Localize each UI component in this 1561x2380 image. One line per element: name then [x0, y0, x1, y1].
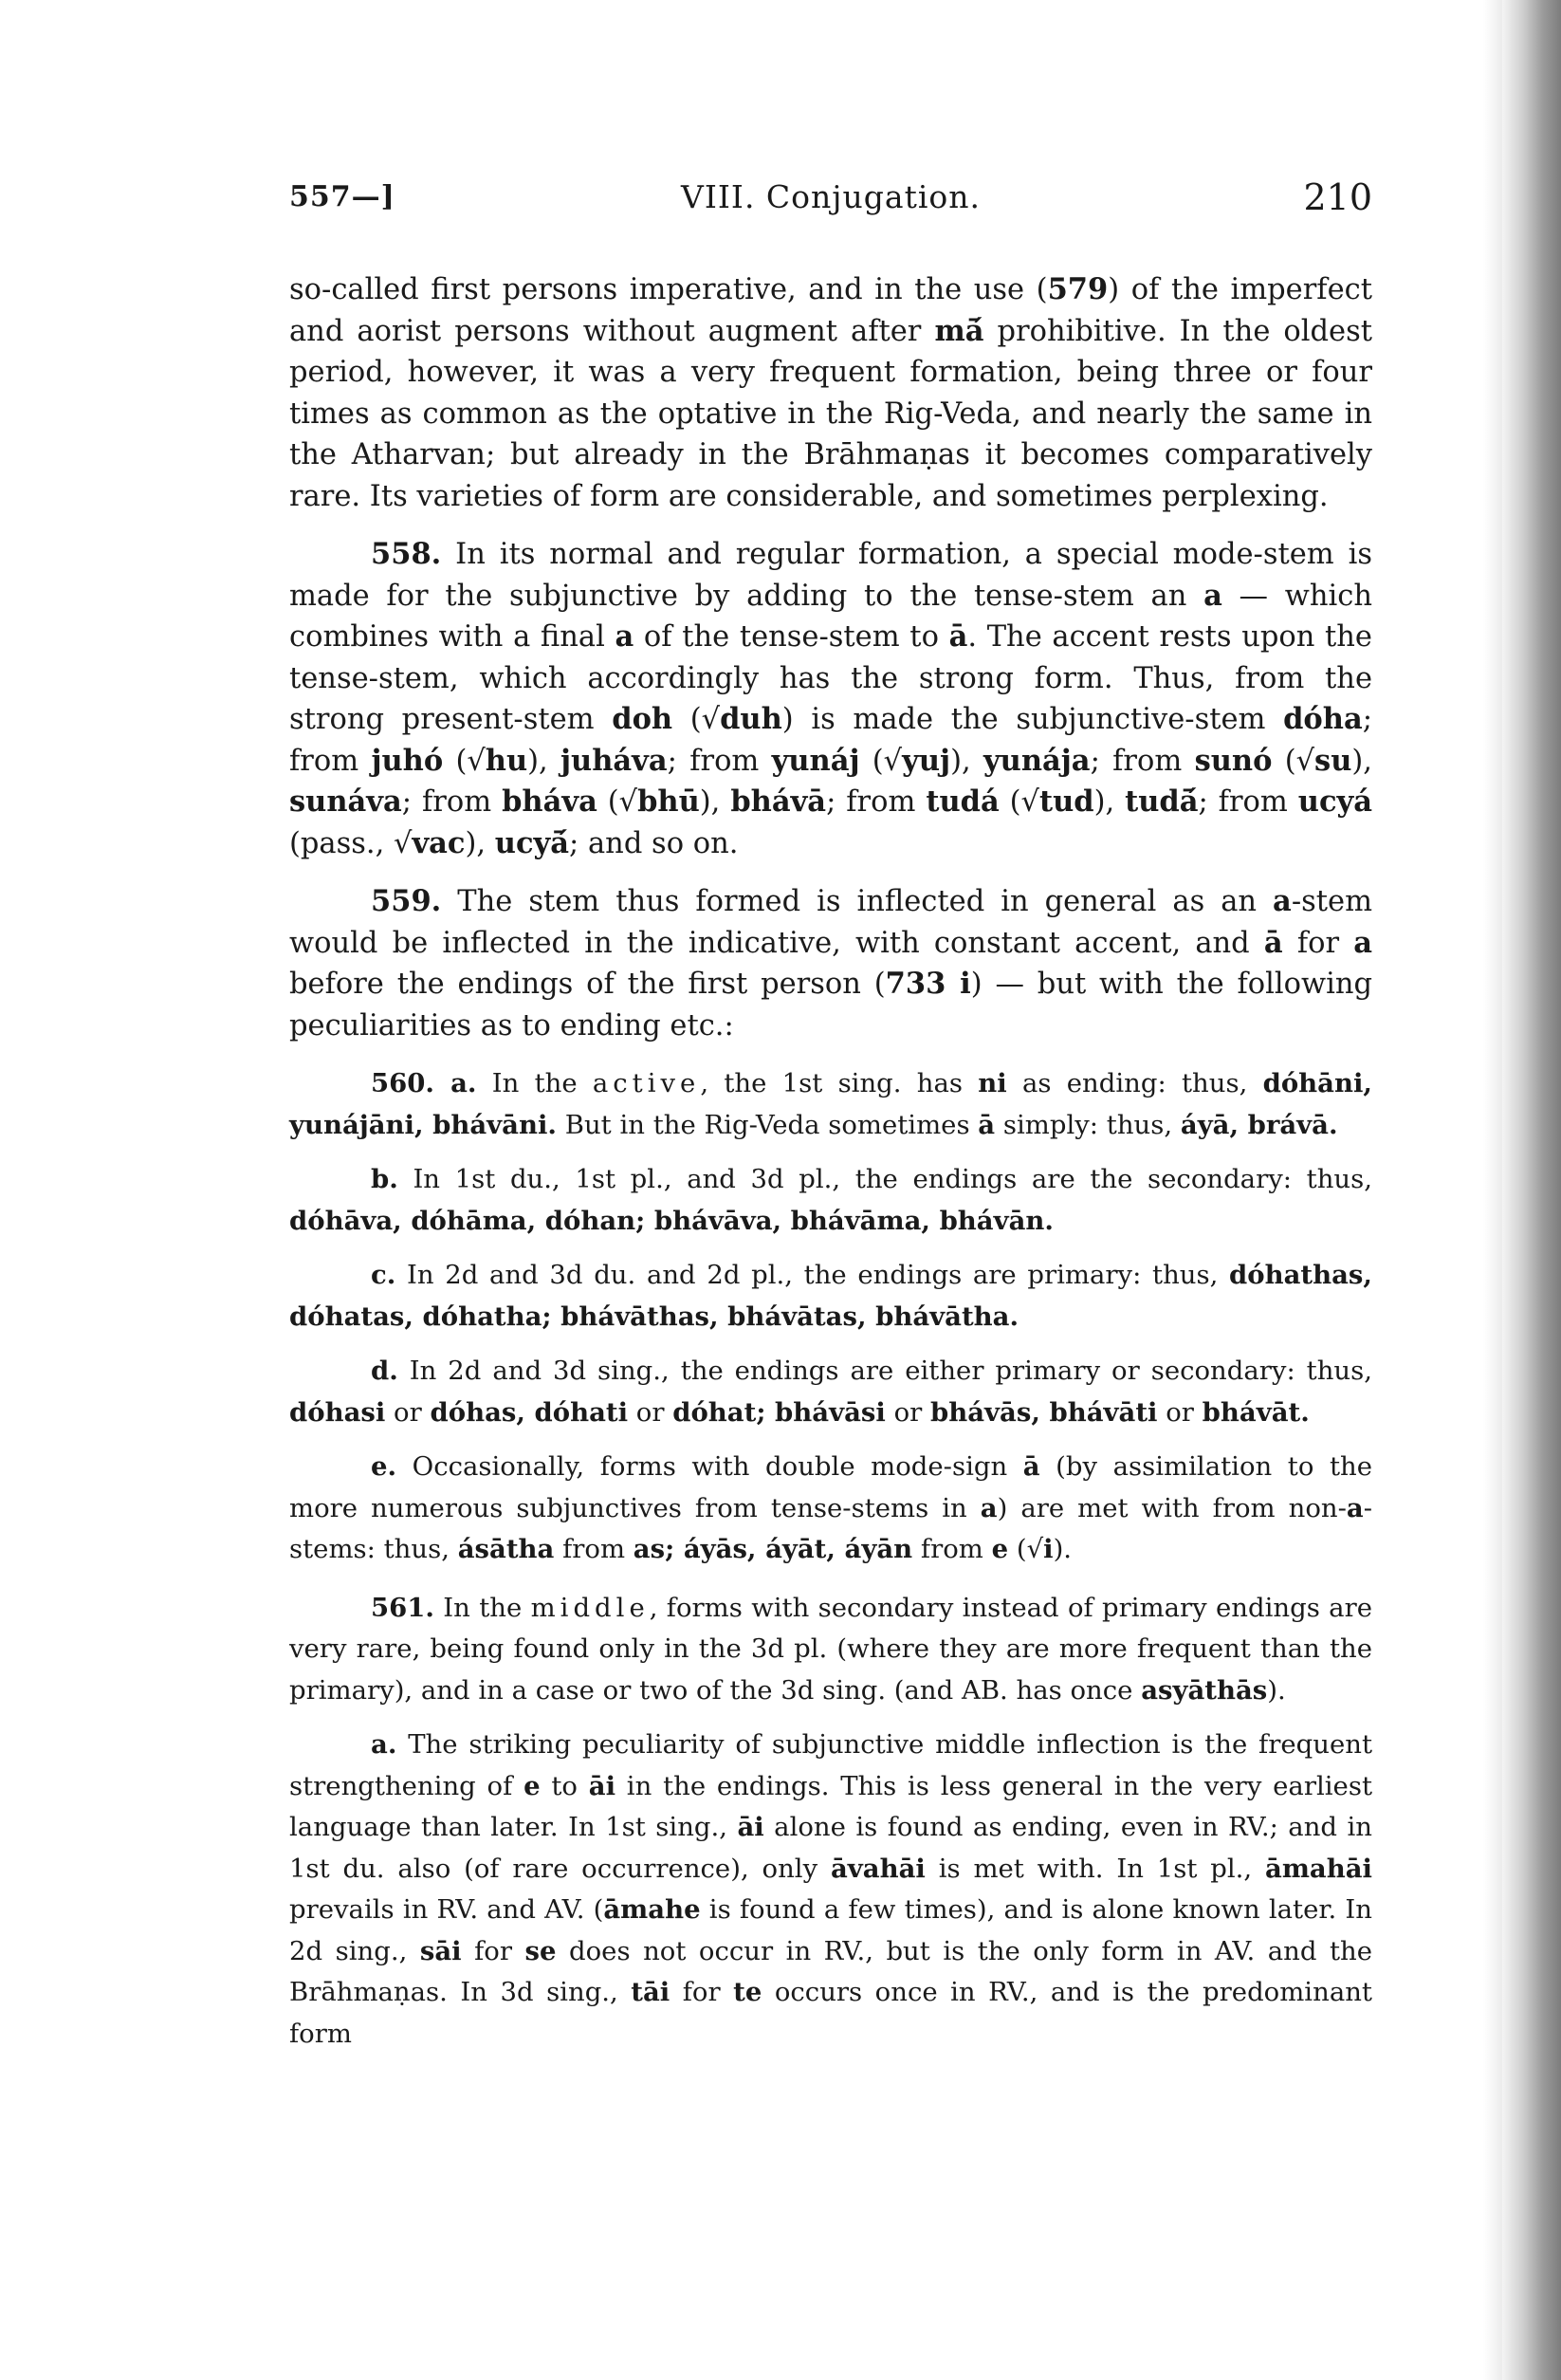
bold-term: tudā́	[1125, 784, 1199, 819]
text-run: (√	[859, 744, 903, 778]
chapter-title: VIII. Conjugation.	[681, 178, 981, 215]
text-run: in the endings. This is less general in the very earliest language than later. In 1st sing.,	[289, 1770, 1372, 1842]
text-run: (√	[597, 785, 638, 819]
bold-term: i	[1043, 1534, 1054, 1564]
text-run: ; from	[667, 744, 772, 778]
text-run: (√	[1008, 1534, 1044, 1564]
text-run: before the endings of the first person (	[289, 968, 886, 1001]
bold-term: juhó	[371, 743, 444, 778]
text-run: (by assimilation to the more numerous subjunctives from tense-stems in	[289, 1451, 1372, 1523]
bold-term: 733 i	[885, 967, 971, 1001]
bold-term: dóhat; bhávāsi	[672, 1396, 886, 1428]
text-run: ; from	[401, 785, 503, 819]
bold-term: yunáj	[771, 743, 860, 778]
running-head	[289, 171, 1372, 228]
text-run: (√	[999, 785, 1039, 819]
text-run: or	[885, 1396, 931, 1428]
bold-term: c.	[371, 1260, 396, 1290]
bold-term: asyāthās	[1141, 1674, 1268, 1706]
text-run: middle	[530, 1592, 650, 1623]
bold-term: as; áyās, áyāt, áyān	[633, 1534, 913, 1564]
bold-term: ā	[1263, 925, 1283, 960]
text-run: ),	[699, 785, 731, 819]
bold-term: a	[1273, 884, 1292, 918]
text-run: from	[554, 1534, 634, 1564]
bold-term: sunó	[1194, 743, 1273, 778]
bold-term: tud	[1038, 784, 1094, 819]
text-run: (√	[443, 744, 486, 778]
page-edge-shadow	[1483, 0, 1502, 2380]
text-run: prohibitive. In the oldest period, however, it was a very frequent formation, being three or four times as common as the optative in the Rig-Veda, and nearly the same in the Atharvan; but already in the Brāhmaṇas it becomes comparatively rare. Its varieties of form are considerable, and sometimes perplexing.	[289, 314, 1372, 513]
bold-term: tāi	[631, 1977, 670, 2007]
text-run: ; from	[1198, 785, 1298, 819]
text-run: is met with. In 1st pl.,	[925, 1853, 1265, 1884]
bold-term: e.	[371, 1451, 397, 1482]
bold-term: doh	[612, 702, 673, 736]
text-run: , forms with secondary instead of primary endings are very rare, being found only in the 3d pl. (where they are more frequent than the primary), and in a case or two of the 3d sing. (and AB. has once	[289, 1592, 1372, 1706]
bold-term: āvahāi	[830, 1853, 926, 1884]
bold-term: bhávāt.	[1202, 1396, 1310, 1428]
bold-term: ucyā́	[494, 825, 570, 860]
text-run: (√	[672, 703, 721, 736]
paragraph-557-continuation	[289, 269, 1372, 517]
bold-term: dóhas, dóhati	[430, 1396, 629, 1428]
text-run: to	[540, 1770, 589, 1801]
text-run: or	[1157, 1396, 1203, 1428]
document-page	[289, 171, 1372, 2055]
bold-term: b.	[371, 1164, 398, 1194]
bold-term: āmahe	[603, 1894, 701, 1925]
bold-term: dóha	[1283, 702, 1363, 736]
bold-term: ā	[948, 619, 968, 654]
bold-term: 560. a.	[371, 1068, 477, 1098]
bold-term: duh	[720, 702, 782, 736]
paragraph-560-b	[289, 1159, 1372, 1242]
text-run: ; from	[289, 703, 1372, 778]
book-spine-edge	[1502, 0, 1561, 2380]
bold-term: āi	[588, 1770, 616, 1801]
text-run: . The accent rests upon the tense-stem, which accordingly has the strong form. Thus, from the strong present-stem	[289, 620, 1372, 736]
paragraph-560-c	[289, 1255, 1372, 1338]
bold-term: sāi	[419, 1935, 462, 1966]
section-marker: 557—]	[289, 180, 395, 213]
text-run: In 1st du., 1st pl., and 3d pl., the endings are the secondary: thus,	[397, 1164, 1372, 1194]
bold-term: vac	[412, 825, 466, 860]
bold-term: bhū	[637, 784, 700, 819]
bold-term: ā	[1022, 1451, 1040, 1482]
text-run: active	[592, 1068, 701, 1098]
text-run: In 2d and 3d du. and 2d pl., the endings are primary: thus,	[395, 1260, 1230, 1290]
paragraph-561-a	[289, 1725, 1372, 2055]
text-run: as ending: thus,	[1006, 1068, 1263, 1098]
bold-term: dóhasi	[289, 1396, 386, 1428]
text-run: The striking peculiarity of subjunctive middle inflection is the frequent strengthening of	[289, 1729, 1372, 1801]
bold-term: 579	[1047, 272, 1109, 306]
text-run: -stem would be inflected in the indicative, with constant accent, and	[289, 885, 1372, 960]
bold-term: a	[1353, 925, 1372, 960]
text-run: or	[628, 1396, 673, 1428]
text-run: ) is made the subjunctive-stem	[781, 703, 1284, 736]
text-run: ).	[1267, 1674, 1286, 1706]
text-run: Occasionally, forms with double mode-sign	[396, 1451, 1023, 1482]
bold-term: e	[523, 1770, 541, 1801]
bold-term: a.	[371, 1729, 397, 1760]
paragraph-560-a	[289, 1063, 1372, 1146]
text-run: from	[912, 1534, 992, 1564]
bold-term: mā́	[934, 313, 984, 348]
bold-term: dóhāva, dóhāma, dóhan; bhávāva, bhávāma, bhávān.	[289, 1205, 1054, 1236]
text-run: ) of the imperfect and aorist persons without augment after	[289, 273, 1372, 348]
paragraph-559	[289, 881, 1372, 1046]
text-run: ; from	[1090, 744, 1195, 778]
text-run: ),	[527, 744, 561, 778]
text-run: ) are met with from non-	[997, 1492, 1347, 1523]
text-run: -stems: thus,	[289, 1492, 1373, 1564]
text-run: (√	[1272, 744, 1315, 778]
bold-term: juháva	[560, 743, 668, 778]
paragraph-560-d	[289, 1351, 1372, 1433]
bold-term: hu	[485, 743, 528, 778]
bold-term: 558.	[371, 537, 442, 571]
text-run: The stem thus formed is inflected in general as an	[441, 885, 1274, 918]
text-run: — which combines with a final	[289, 579, 1373, 654]
text-run: ; from	[826, 785, 927, 819]
text-run: does not occur in RV., but is the only form in AV. and the Brāhmaṇas. In 3d sing.,	[289, 1935, 1372, 2007]
text-run: of the tense-stem to	[634, 620, 949, 654]
text-run: ),	[465, 826, 495, 860]
bold-term: tudá	[926, 784, 1000, 819]
text-run: , the 1st sing. has	[700, 1068, 979, 1098]
bold-term: a	[615, 619, 634, 654]
bold-term: ā	[978, 1109, 996, 1140]
page-number: 210	[1303, 176, 1372, 218]
bold-term: yunája	[983, 743, 1091, 778]
bold-term: sunáva	[289, 784, 402, 819]
bold-term: 559.	[371, 884, 442, 918]
bold-term: te	[733, 1977, 762, 2007]
bold-term: āmahāi	[1265, 1853, 1372, 1884]
text-run: ; and so on.	[569, 826, 739, 860]
paragraph-558	[289, 534, 1372, 864]
bold-term: āi	[737, 1812, 764, 1842]
text-run: for	[1282, 926, 1354, 960]
bold-term: bhávās, bhávāti	[930, 1396, 1158, 1428]
text-run: ),	[1093, 785, 1126, 819]
text-run: alone is found as ending, even in RV.; and in 1st du. also (of rare occurrence), only	[289, 1812, 1372, 1884]
bold-term: e	[991, 1534, 1009, 1564]
text-run: In the	[433, 1592, 531, 1623]
text-run: ).	[1053, 1534, 1073, 1564]
text-run: In its normal and regular formation, a special mode-stem is made for the subjunctive by adding to the tense-stem an	[289, 538, 1372, 613]
text-run: for	[461, 1935, 525, 1966]
bold-term: yuj	[902, 743, 951, 778]
bold-term: se	[524, 1935, 557, 1966]
text-run: prevails in RV. and AV. (	[289, 1894, 604, 1925]
bold-term: dóhāni, yunájāni, bhávāni.	[289, 1068, 1372, 1140]
bold-term: a	[1203, 578, 1222, 613]
text-run: In 2d and 3d sing., the endings are either primary or secondary: thus,	[397, 1356, 1372, 1386]
bold-term: bhávā	[730, 784, 827, 819]
text-run: for	[670, 1977, 734, 2007]
text-run: (pass., √	[289, 826, 413, 860]
bold-term: a	[1346, 1492, 1364, 1523]
text-run: ),	[1351, 744, 1373, 778]
paragraph-560-e	[289, 1447, 1372, 1571]
bold-term: áyā, brávā.	[1180, 1109, 1338, 1140]
text-run: occurs once in RV., and is the predominant form	[289, 1977, 1372, 2049]
bold-term: su	[1314, 743, 1352, 778]
text-run: is found a few times), and is alone known later. In 2d sing.,	[289, 1894, 1372, 1966]
bold-term: ucyá	[1297, 784, 1372, 819]
text-run: or	[385, 1396, 431, 1428]
text-run: ) — but with the following peculiarities as to ending etc.:	[289, 968, 1373, 1042]
text-run: so-called first persons imperative, and in the use (	[289, 273, 1048, 306]
bold-term: a	[980, 1492, 998, 1523]
bold-term: dóhathas, dóhatas, dóhatha; bhávāthas, bhávātas, bhávātha.	[289, 1260, 1372, 1332]
paragraph-561	[289, 1588, 1372, 1712]
text-run: ),	[950, 744, 983, 778]
text-run: In the	[476, 1068, 593, 1098]
bold-term: ni	[978, 1068, 1007, 1098]
bold-term: d.	[371, 1356, 398, 1386]
text-run: simply: thus,	[995, 1109, 1181, 1140]
bold-term: 561.	[371, 1592, 434, 1623]
bold-term: bháva	[502, 784, 597, 819]
bold-term: ásātha	[457, 1534, 555, 1564]
text-run: But in the Rig-Veda sometimes	[557, 1109, 979, 1140]
